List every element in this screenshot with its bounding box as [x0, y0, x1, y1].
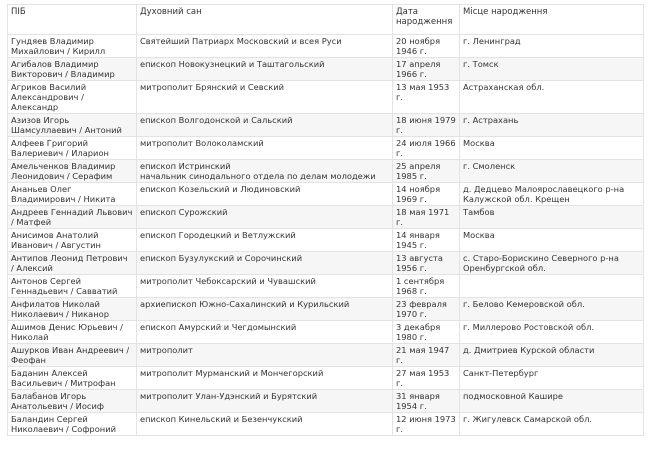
cell-birthdate: 25 апреля 1985 г.	[393, 160, 460, 183]
cell-birthdate: 3 декабря 1980 г.	[393, 321, 460, 344]
cell-birthdate: 24 июля 1966 г.	[393, 137, 460, 160]
cell-birthplace: подмосковной Кашире	[460, 390, 644, 413]
cell-name: Антипов Леонид Петрович / Алексий	[8, 252, 137, 275]
cell-birthdate: 27 мая 1953 г.	[393, 367, 460, 390]
table-row	[8, 344, 644, 367]
cell-rank: митрополит	[137, 344, 393, 367]
table-row	[8, 183, 644, 206]
cell-rank: епископ Волгодонской и Сальский	[137, 114, 393, 137]
cell-name: Балабанов Игорь Анатольевич / Иосиф	[8, 390, 137, 413]
cell-birthdate: 14 ноября 1969 г.	[393, 183, 460, 206]
cell-birthdate: 31 января 1954 г.	[393, 390, 460, 413]
table-row	[8, 390, 644, 413]
table-row	[8, 252, 644, 275]
cell-rank: Святейший Патриарх Московский и всея Руси	[137, 35, 393, 58]
bishops-table	[7, 4, 644, 436]
cell-birthplace: г. Астрахань	[460, 114, 644, 137]
column-header-rank: Духовний сан	[137, 5, 393, 35]
cell-birthdate: 18 мая 1971 г.	[393, 206, 460, 229]
cell-name: Ананьев Олег Владимирович / Никита	[8, 183, 137, 206]
cell-birthdate: 13 августа 1956 г.	[393, 252, 460, 275]
cell-name: Агибалов Владимир Викторович / Владимир	[8, 58, 137, 81]
cell-birthdate: 21 мая 1947 г.	[393, 344, 460, 367]
table-row	[8, 367, 644, 390]
cell-birthdate: 23 февраля 1970 г.	[393, 298, 460, 321]
rank-line: епископ Истринский	[140, 161, 231, 171]
cell-birthdate: 13 мая 1953 г.	[393, 81, 460, 114]
cell-name: Баданин Алексей Васильевич / Митрофан	[8, 367, 137, 390]
cell-birthdate: 12 июня 1973 г.	[393, 413, 460, 436]
table-row	[8, 137, 644, 160]
cell-birthplace: г. Жигулевск Самарской обл.	[460, 413, 644, 436]
cell-rank: епископ Городецкий и Ветлужский	[137, 229, 393, 252]
cell-birthplace	[460, 275, 644, 298]
cell-name: Азизов Игорь Шамсуллаевич / Антоний	[8, 114, 137, 137]
cell-birthdate: 18 июня 1979 г.	[393, 114, 460, 137]
column-header-name: ПІБ	[8, 5, 137, 35]
cell-rank: епископ Козельский и Людиновский	[137, 183, 393, 206]
cell-rank: епископ Сурожский	[137, 206, 393, 229]
column-header-birthdate: Дата народження	[393, 5, 460, 35]
cell-rank: епископ Бузулукский и Сорочинский	[137, 252, 393, 275]
table-row	[8, 321, 644, 344]
cell-name: Антонов Сергей Геннадьевич / Савватий	[8, 275, 137, 298]
header-row	[8, 5, 644, 35]
cell-rank: епископ Новокузнецкий и Таштагольский	[137, 58, 393, 81]
table-row	[8, 275, 644, 298]
cell-rank: митрополит Улан-Удэнский и Бурятский	[137, 390, 393, 413]
cell-name: Андреев Геннадий Львович / Матфей	[8, 206, 137, 229]
table-row	[8, 413, 644, 436]
table-row	[8, 298, 644, 321]
cell-name: Амельченков Владимир Леонидович / Серафим	[8, 160, 137, 183]
cell-birthplace: с. Старо-Борискино Северного р-на Оренбургской обл.	[460, 252, 644, 275]
cell-rank: митрополит Мурманский и Мончегорский	[137, 367, 393, 390]
cell-birthdate: 1 сентября 1968 г.	[393, 275, 460, 298]
table-row	[8, 58, 644, 81]
cell-birthplace: Санкт-Петербург	[460, 367, 644, 390]
cell-rank: митрополит Чебоксарский и Чувашский	[137, 275, 393, 298]
table-row	[8, 35, 644, 58]
column-header-birthplace: Місце народження	[460, 5, 644, 35]
cell-birthplace: д. Дмитриев Курской области	[460, 344, 644, 367]
cell-birthdate: 20 ноября 1946 г.	[393, 35, 460, 58]
table-row	[8, 81, 644, 114]
cell-birthplace: Тамбов	[460, 206, 644, 229]
cell-name: Анфилатов Николай Николаевич / Никанор	[8, 298, 137, 321]
cell-name: Баландин Сергей Николаевич / Софроний	[8, 413, 137, 436]
cell-rank: епископ Кинельский и Безенчукский	[137, 413, 393, 436]
cell-name: Анисимов Анатолий Иванович / Августин	[8, 229, 137, 252]
cell-birthplace: г. Белово Кемеровской обл.	[460, 298, 644, 321]
cell-birthplace: г. Смоленск	[460, 160, 644, 183]
cell-rank: архиепископ Южно-Сахалинский и Курильский	[137, 298, 393, 321]
table-row	[8, 229, 644, 252]
cell-rank: митрополит Волоколамский	[137, 137, 393, 160]
cell-birthdate: 17 апреля 1966 г.	[393, 58, 460, 81]
cell-name: Гундяев Владимир Михайлович / Кирилл	[8, 35, 137, 58]
cell-name: Агриков Василий Александрович / Александр	[8, 81, 137, 114]
cell-birthplace: г. Миллерово Ростовской обл.	[460, 321, 644, 344]
cell-birthplace: Москва	[460, 229, 644, 252]
cell-birthplace: г. Ленинград	[460, 35, 644, 58]
cell-name: Ашурков Иван Андреевич / Феофан	[8, 344, 137, 367]
cell-birthdate: 14 января 1945 г.	[393, 229, 460, 252]
rank-line: начальник синодального отдела по делам молодежи	[140, 171, 376, 181]
cell-birthplace: Астраханская обл.	[460, 81, 644, 114]
cell-rank: епископ Амурский и Чегдомынский	[137, 321, 393, 344]
cell-birthplace: д. Дедцево Малоярославецкого р-на Калужской обл. Крещен	[460, 183, 644, 206]
cell-rank	[137, 160, 393, 183]
cell-rank: митрополит Брянский и Севский	[137, 81, 393, 114]
cell-name: Ашимов Денис Юрьевич / Николай	[8, 321, 137, 344]
cell-name: Алфеев Григорий Валериевич / Иларион	[8, 137, 137, 160]
cell-birthplace: г. Томск	[460, 58, 644, 81]
table-row	[8, 114, 644, 137]
table-row	[8, 206, 644, 229]
table-row	[8, 160, 644, 183]
table-header	[8, 5, 644, 35]
table-body	[8, 35, 644, 436]
cell-birthplace: Москва	[460, 137, 644, 160]
